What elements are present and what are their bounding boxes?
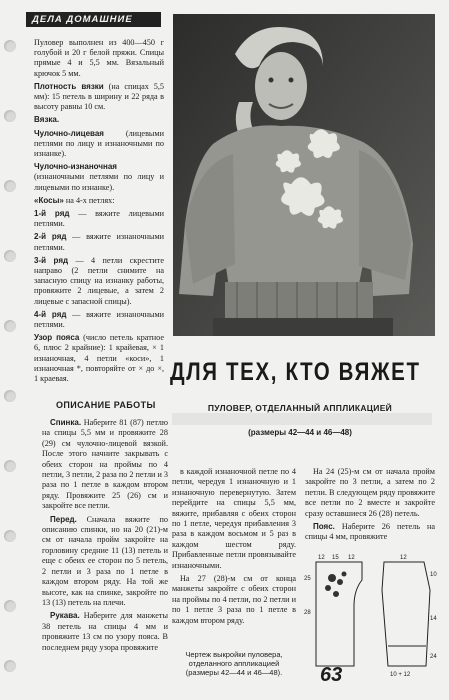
diagram-label: 15 <box>332 555 339 561</box>
row1-text: — вяжите лицевыми петлями. <box>34 209 165 229</box>
binder-hole <box>4 390 16 402</box>
sleeves-text: Наберите для манжеты 38 петель на спицы 4 мм и провяжите 13 см по узору пояса. В последнем ряду узора провяжите <box>42 611 168 652</box>
article-title: ДЛЯ ТЕХ, КТО ВЯЖЕТ <box>170 358 421 386</box>
diagram-label: 12 <box>348 555 355 561</box>
row4-text: — вяжите изнаночными петлями. <box>34 309 165 330</box>
diagram-label: 12 <box>318 555 325 561</box>
model-photo-illustration <box>173 14 435 336</box>
instructions-left-column <box>42 418 168 656</box>
page-number: 63 <box>320 664 343 686</box>
intro-text: Пуловер выполнен из 400—450 г голубой и 20 г белой пряжи. Спицы прямые 4 и 5,5 мм. Вязальный крючок 5 мм. <box>34 38 164 78</box>
belt-text: Наберите 26 петель на спицы 4 мм, провяжите <box>305 522 435 542</box>
diagram-label: 14 <box>430 616 437 622</box>
binder-hole <box>4 250 16 262</box>
instructions-middle-column <box>172 467 296 629</box>
binder-hole <box>4 40 16 52</box>
section-tag: ДЕЛА ДОМАШНИЕ <box>26 12 161 27</box>
middle-paragraph-1: в каждой изнаночной петле по 4 петли, чередуя 1 изнаночную и 1 изнаночную перевернутую. Затем перейдите на спицы 5,5 мм, вяжите, прибавляя с обеих сторон по 1 петле, чередуя прибавления 3 раза в каждом восьмом и 5 раз в каждом шестом ряду. Прибавленные петли провязывайте изнаночными. <box>172 467 296 570</box>
reverse-label: Чулочно-изнаночная <box>34 162 117 172</box>
row2-text: — вяжите изнаночными петлями. <box>34 232 165 252</box>
row3-text: — 4 петли скрестите направо (2 петли снимите на запасную спицу на изнанку работы, провяжите 2 лицевые, а затем 2 лицевые с запасной спицы). <box>34 255 164 306</box>
diagram-label: 28 <box>304 610 311 616</box>
binder-hole <box>4 110 16 122</box>
belt-label: Пояс. <box>313 522 335 532</box>
applique-flower-icon <box>325 572 347 598</box>
back-label: Спинка. <box>50 418 82 427</box>
body-pattern-piece <box>316 562 362 666</box>
instructions-right-column <box>305 467 435 546</box>
binder-hole <box>4 320 16 332</box>
belt-pattern-label: Узор пояса <box>34 333 80 343</box>
density-text: (на спицах 5,5 мм): 15 петель в ширину и 22 ряда в высоту равны 10 см. <box>34 81 164 112</box>
row1-label: 1-й ряд <box>34 209 70 219</box>
sleeve-pattern-piece <box>382 562 430 666</box>
pattern-caption: Чертеж выкройки пуловера, отделанного аппликацией (размеры 42—44 и 46—48). <box>185 650 283 677</box>
binder-hole <box>4 460 16 472</box>
diagram-label: 24 <box>430 654 437 660</box>
description-heading: ОПИСАНИЕ РАБОТЫ <box>56 400 156 410</box>
stockinette-label: Чулочно-лицевая <box>34 128 104 138</box>
stockinette-text: (лицевыми петлями по лицу и изнаночными по изнанке). <box>34 128 164 159</box>
intro-column <box>34 38 164 387</box>
cables-text: на 4-х петлях: <box>65 195 115 205</box>
diagram-label: 12 <box>400 555 407 561</box>
middle-paragraph-2: На 27 (28)-м см от конца манжеты закройте с обеих сторон на проймы по 4 петли, по 2 петли и по 1 петле 3 раза по 1 петле в каждом втором ряду. <box>172 574 296 625</box>
binder-holes <box>4 0 20 700</box>
diagram-label: 10 + 12 <box>390 672 411 678</box>
binder-hole <box>4 600 16 612</box>
row2-label: 2-й ряд <box>34 232 67 242</box>
print-bleed <box>172 413 432 425</box>
row3-label: 3-й ряд <box>34 255 69 265</box>
diagram-label: 10 <box>430 572 437 578</box>
back-text: Наберите 81 (87) петлю на спицы 5,5 мм и провяжите 28 (29) см чулочно-лицевой вязкой. После этого начните закрывать с обеих сторон на проймы по 4 петли, 3 петли, 2 раза по 2 петли и 3 раза по 1 петле в каждом втором ряду. Провяжите 25 (26) см и закройте все петли. <box>42 418 168 511</box>
model-photo <box>173 14 435 336</box>
binder-hole <box>4 180 16 192</box>
density-label: Плотность вязки <box>34 81 104 91</box>
front-label: Перед. <box>50 514 77 524</box>
diagram-label: 25 <box>304 576 311 582</box>
belt-pattern-text: (число петель кратное 6, плюс 2 крайние): 1 крайевая, × 1 изнаночная, 4 петли «коси», 1 изнаночная *, повторяйте от × до ×, 1 краевая. <box>34 333 164 384</box>
right-paragraph-1: На 24 (25)-м см от начала пройм закройте по 3 петли, а затем по 2 петли. В следующем ряду провяжите все петли по 2 вместе и закройте сразу оставшиеся 26 (28) петель. <box>305 467 435 518</box>
cables-label: «Косы» <box>34 195 64 205</box>
binder-hole <box>4 530 16 542</box>
knitting-label: Вязка. <box>34 115 60 125</box>
sizes-line: (размеры 42—44 и 46—48) <box>248 428 352 437</box>
sleeves-label: Рукава. <box>50 611 80 621</box>
row4-label: 4-й ряд <box>34 309 67 319</box>
front-text: Сначала вяжите по описанию спинки, но на 20 (21)-м см от начала пройм закройте на горловину средние 11 (13) петель и еще с обеих ее сторон по 5 петель, 2 петли и 3 раза по 1 петле в каждом втором ряду. На той же высоте, как на спинке, закройте по 13 (13) петель на плечи. <box>42 514 168 607</box>
article-subtitle: ПУЛОВЕР, ОТДЕЛАННЫЙ АППЛИКАЦИЕЙ <box>207 403 393 413</box>
binder-hole <box>4 660 16 672</box>
reverse-text: (изнаночными петлями по лицу и лицевыми по изнанке). <box>34 172 164 192</box>
